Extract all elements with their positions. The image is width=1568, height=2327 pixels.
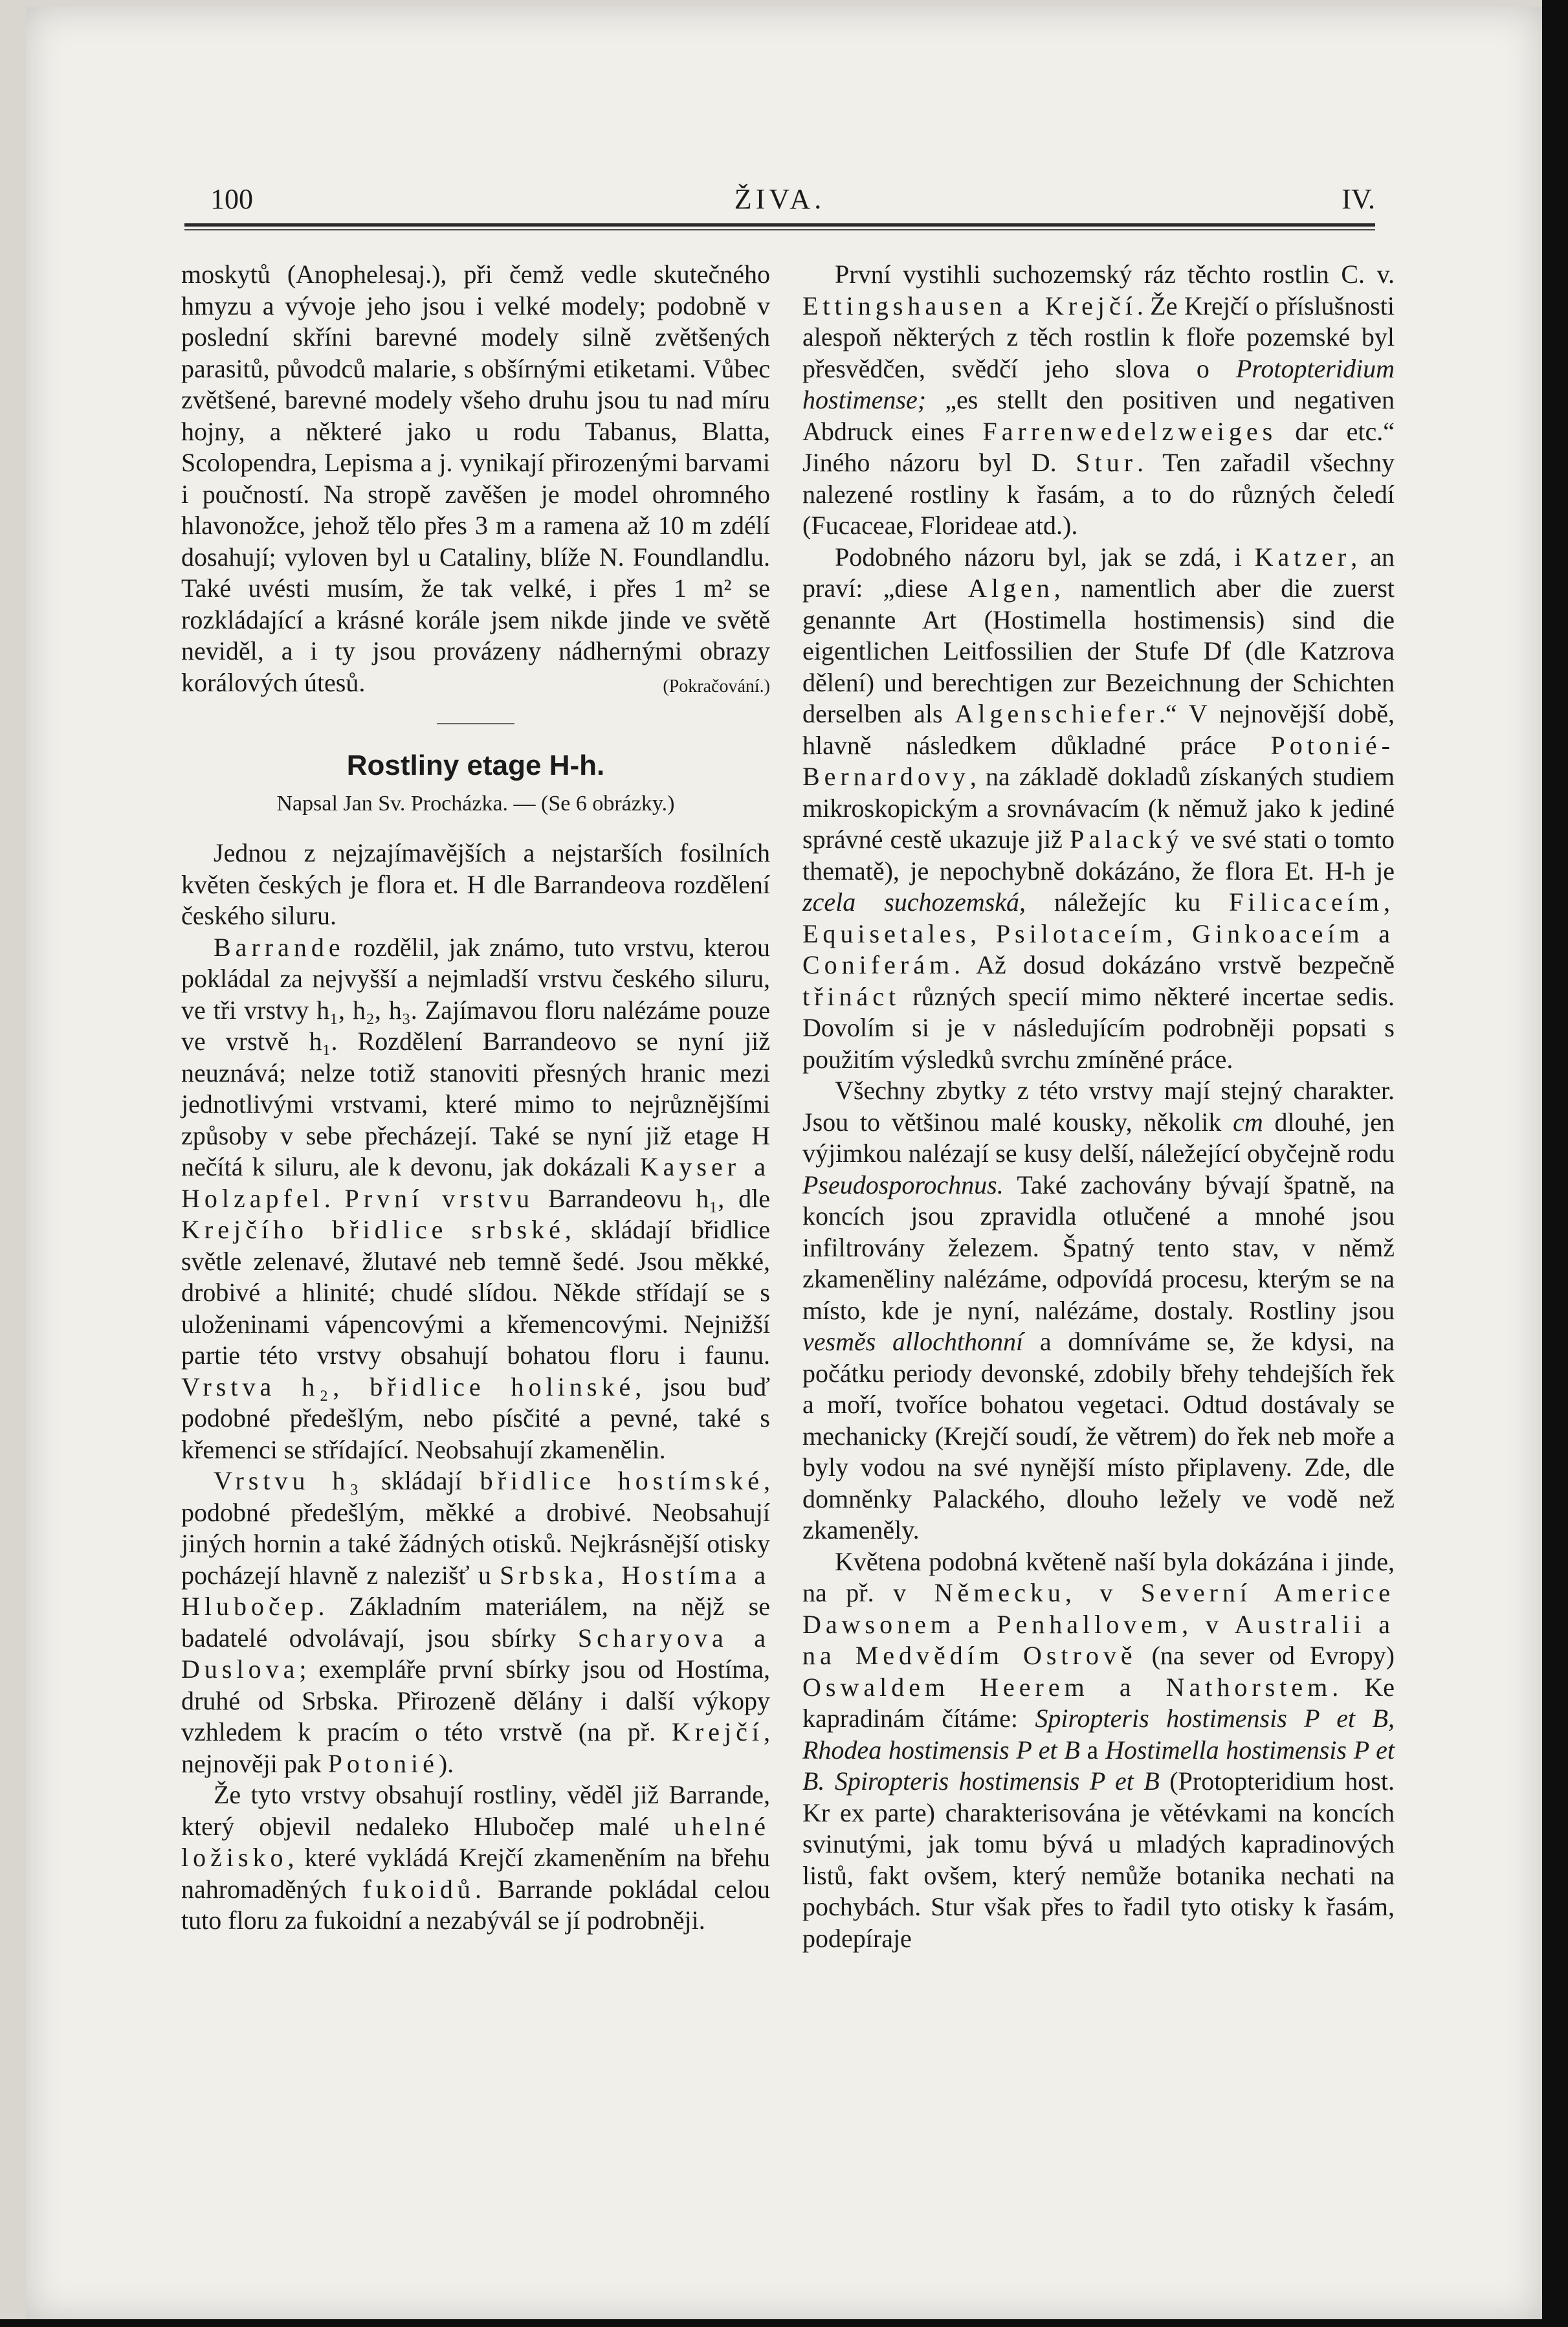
separator bbox=[437, 723, 514, 724]
paragraph: moskytů (Anophelesaj.), při čemž vedle skutečného hmyzu a vývoje jeho jsou i velké modely; podobně v poslední skříni barevné modely silně zvětšených parasitů, původců malarie, s obšírnými etiketami. Vůbec zvětšené, barevné modely všeho druhu jsou tu nad míru hojny, a některé jako u rodu Tabanus, Blatta, Scolopendra, Lepisma a j. vynikají přirozenými barvami i poučností. Na stropě zavěšen je model ohromného hlavonožce, jehož tělo přes 3 m a ramena až 10 m zdélí dosahují; vyloven byl u Cataliny, blíže N. Foundlandlu. Také uvésti musím, že tak velké, i přes 1 m² se rozkládající a krásné korále jsem nikde jinde ve světě neviděl, a i ty jsou provázeny nádhernými obrazy korálových útesů. (Pokračování.) bbox=[181, 259, 770, 698]
continued-note: (Pokračování.) bbox=[663, 676, 770, 696]
paragraph: Jednou z nejzajímavějších a nejstarších fosilních květen českých je flora et. H dle Barrandeova rozdělení českého siluru. bbox=[181, 838, 770, 930]
header-rule-thin bbox=[184, 229, 1375, 230]
header-rule bbox=[184, 223, 1375, 227]
paragraph: Květena podobná květeně naší byla dokázána i jinde, na př. v Německu, v Severní Americe Dawsonem a Penhallovem, v Australii a na Medvědím Ostrově (na sever od Evropy) Oswaldem Heerem a Nathorstem. Ke kapradinám čítáme: Spiropteris hostimensis P et B, Rhodea hostimensis P et B a Hostimella hostimensis P et B. Spiropteris hostimensis P et B (Protopteridium host. Kr ex parte) charakterisována je větévkami na koncích svinutými, jak tomu bývá u mladých kapradinových listů, fakt ovšem, který nemůže botanika nechati na pochybách. Stur však přes to řadil tyto otisky k řasám, podepíraje bbox=[802, 1546, 1395, 1953]
byline: Napsal Jan Sv. Procházka. — (Se 6 obrázky.) bbox=[276, 791, 675, 816]
paragraph: Všechny zbytky z této vrstvy mají stejný charakter. Jsou to většinou malé kousky, několik cm dlouhé, jen výjimkou nalézají se kusy delší, náležející obyčejně rodu Pseudosporochnus. Také zachovány bývají špatně, na koncích jsou zpravidla otlučené a mnohé jsou infiltrovány železem. Špatný tento stav, v němž zkameněliny nalézáme, odpovídá procesu, kterým se na místo, kde je nyní, nalézáme, dostaly. Rostliny jsou vesměs allochthonní a domníváme se, že kdysi, na počátku periody devonské, zdobily břehy tehdejších řek a moří, tvoříce bohatou vegetaci. Odtud dostávaly se mechanicky (Krejčí soudí, že větrem) do řek neb moře a byly vodou na své nynější místo připlaveny. Zde, dle domněnky Palackého, dlouho ležely ve vodě než zkameněly. bbox=[802, 1076, 1395, 1544]
paragraph: První vystihli suchozemský ráz těchto rostlin C. v. Ettingshausen a Krejčí. Že Krejčí o příslušnosti alespoň některých z těch rostlin k floře pozemské byl přesvědčen, svědčí jeho slova o Protopteridium hostimense; „es stellt den positiven und negativen Abdruck eines Farrenwedelzweiges dar etc.“ Jiného názoru byl D. Stur. Ten zařadil všechny nalezené rostliny k řasám, a to do různých čeledí (Fucaceae, Florideae atd.). bbox=[802, 260, 1395, 540]
volume-number: IV. bbox=[1342, 183, 1375, 215]
article-title: Rostliny etage H-h. bbox=[346, 750, 605, 781]
running-header bbox=[184, 183, 1375, 221]
left-column bbox=[181, 259, 770, 1937]
journal-title: ŽIVA. bbox=[734, 183, 826, 215]
page-number: 100 bbox=[210, 183, 253, 215]
paragraph: Barrande rozdělil, jak známo, tuto vrstvu, kterou pokládal za nejvyšší a nejmladší vrstvu českého siluru, ve tři vrstvy h₁, h₂, h₃. Zajímavou floru nalézáme pouze ve vrstvě h₁. Rozdělení Barrandeovo se nyní již neuznává; nelze totiž stanoviti přesných hranic mezi jednotlivými vrstvami, které mimo to nejrůznějšími způsoby v sebe přecházejí. Také se nyní již etage H nečítá k siluru, ale k devonu, jak dokázali Kayser a Holzapfel. První vrstvu Barrandeovu h₁, dle Krejčího břidlice srbské, skládají břidlice světle zelenavé, žlutavé neb temně šedé. Jsou měkké, drobivé a hlinité; chudé slídou. Někde střídají se s uloženinami vápencovými a křemencovými. Nejnižší partie této vrstvy obsahují bohatou floru i faunu. Vrstva h₂, břidlice holinské, jsou buď podobné předešlým, nebo písčité a pevné, také s křemenci se střídající. Neobsahují zkamenělin. bbox=[181, 932, 770, 1464]
paragraph: Že tyto vrstvy obsahují rostliny, věděl již Barrande, který objevil nedaleko Hlubočep malé uhelné ložisko, které vykládá Krejčí zkameněním na břehu nahromaděných fukoidů. Barrande pokládal celou tuto floru za fukoidní a nezabývál se jí podrobněji. bbox=[181, 1780, 771, 1935]
scan-edge-right bbox=[1542, 0, 1568, 2327]
scan-edge-bottom bbox=[0, 2319, 1568, 2327]
right-column bbox=[802, 259, 1395, 1954]
paragraph: Podobného názoru byl, jak se zdá, i Katzer, an praví: „diese Algen, namentlich aber die zuerst genannte Art (Hostimella hostimensis) sind die eigentlichen Leitfossilien der Stufe Df (dle Katzrova dělení) und berechtigen zur Bezeichnung der Schichten derselben als Algenschiefer.“ V nejnovější době, hlavně následkem důkladné práce Potonié-Bernardovy, na základě dokladů získaných studiem mikroskopickým a srovnávacím (k němuž jako k jediné správné cestě ukazuje již Palacký ve své stati o tomto thematě), je nepochybně dokázáno, že flora Et. H-h je zcela suchozemská, náležejíc ku Filicaceím, Equisetales, Psilotaceím, Ginkoaceím a Coniferám. Až dosud dokázáno vrstvě bezpečně třináct různých specií mimo některé incertae sedis. Dovolím si je v následujícím podrobněji popsati s použitím výsledků svrchu zmíněné práce. bbox=[802, 542, 1395, 1074]
paragraph: Vrstvu h₃ skládají břidlice hostímské, podobné předešlým, měkké a drobivé. Neobsahují jiných hornin a také žádných otisků. Nejkrásnější otisky pocházejí hlavně z nalezišť u Srbska, Hostíma a Hlubočep. Základním materiálem, na nějž se badatelé odvolávají, jsou sbírky Scharyova a Duslova; exempláře první sbírky jsou od Hostíma, druhé od Srbska. Přirozeně dělány i další výkopy vzhledem k pracím o této vrstvě (na př. Krejčí, nejnověji pak Potonié). bbox=[181, 1466, 771, 1778]
